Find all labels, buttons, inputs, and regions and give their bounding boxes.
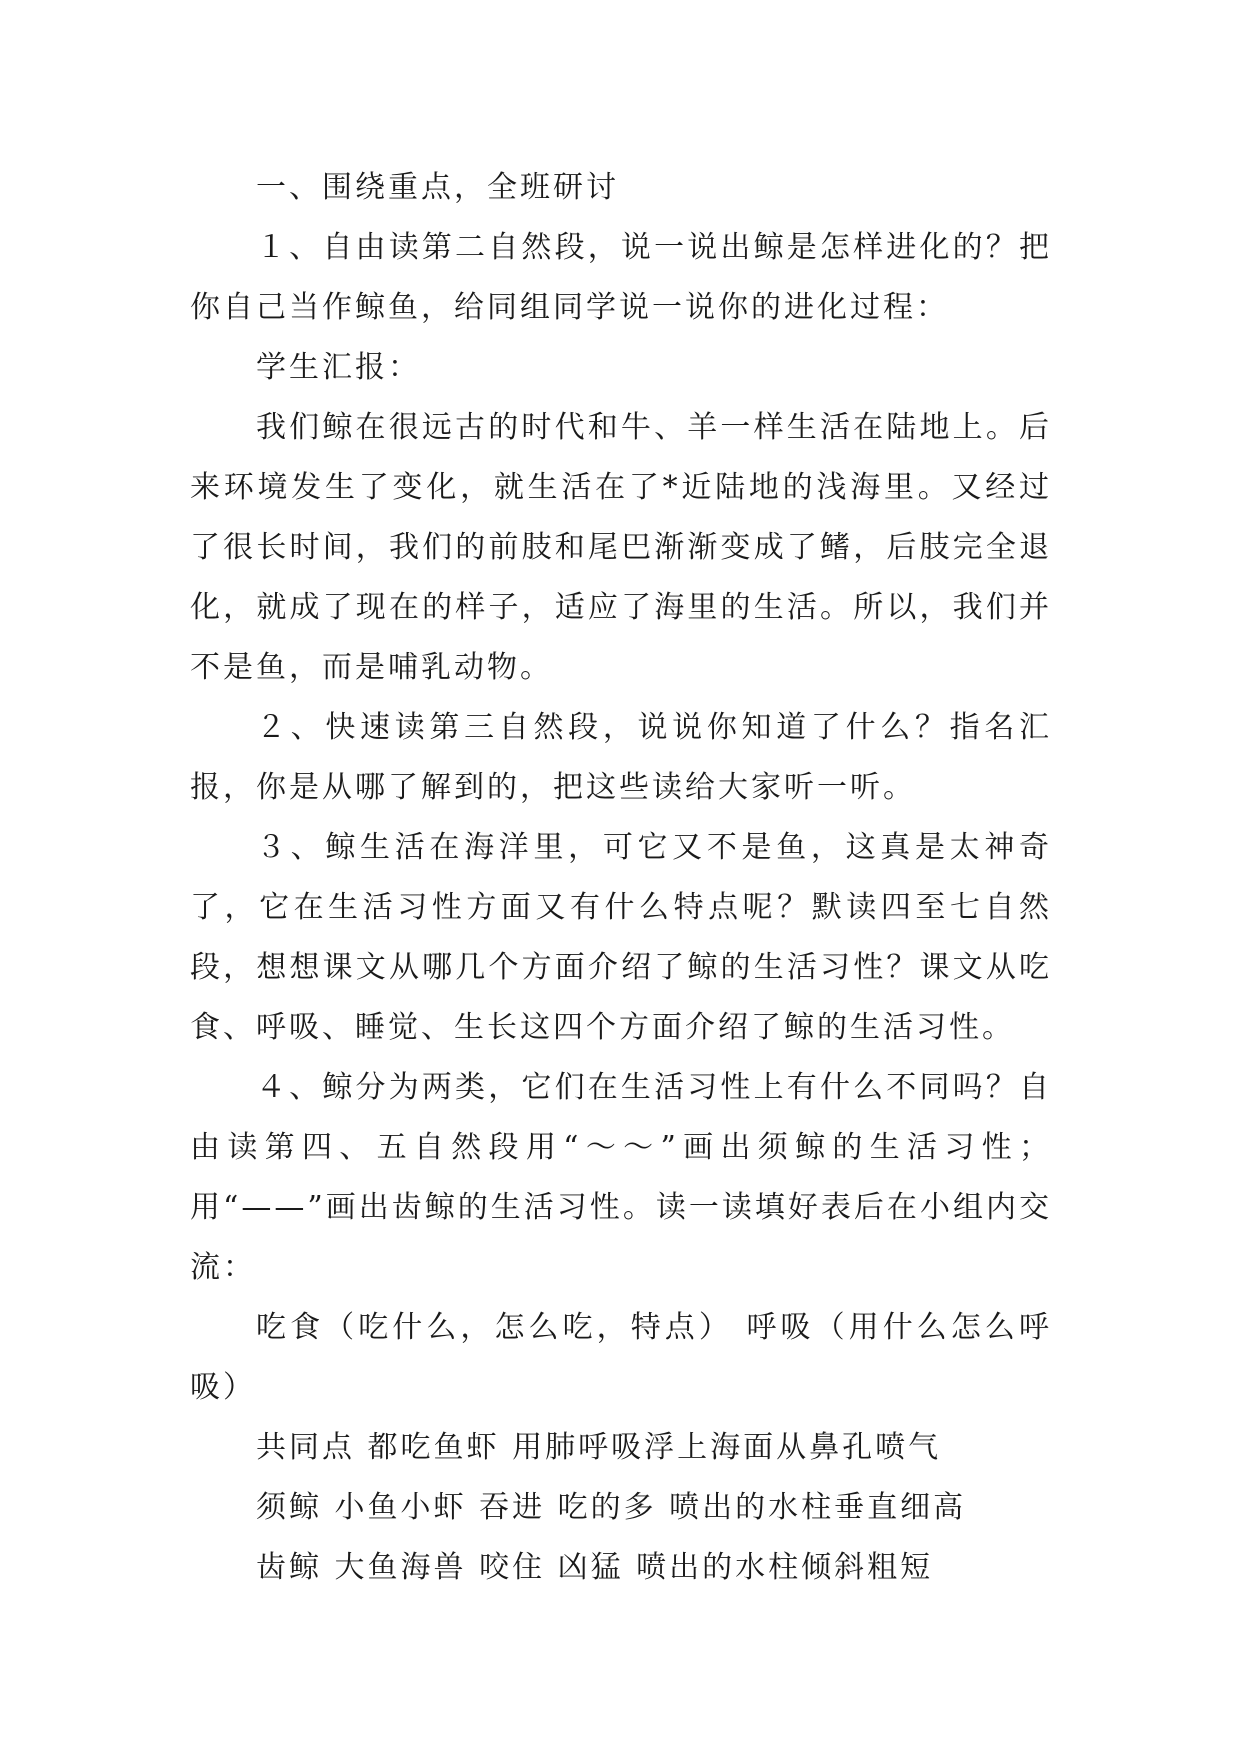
paragraph-student-report: 我们鲸在很远古的时代和牛、羊一样生活在陆地上。后来环境发生了变化，就生活在了*近陆地的浅海里。又经过了很长时间，我们的前肢和尾巴渐渐变成了鳍，后肢完全退化，就成了现在的样子，适应了海里的生活。所以，我们并不是鱼，而是哺乳动物。 — [190, 410, 1052, 685]
paragraph-student-report-label: 学生汇报： — [256, 350, 421, 385]
table-row-toothed-whale: 齿鲸 大鱼海兽 咬住 凶猛 喷出的水柱倾斜粗短 — [256, 1550, 934, 1585]
section-heading: 一、围绕重点，全班研讨 — [256, 170, 619, 205]
table-row-baleen-whale: 须鲸 小鱼小虾 吞进 吃的多 喷出的水柱垂直细高 — [256, 1490, 967, 1525]
paragraph-task-3: ３、鲸生活在海洋里，可它又不是鱼，这真是太神奇了，它在生活习性方面又有什么特点呢？默读四至七自然段，想想课文从哪几个方面介绍了鲸的生活习性？课文从吃食、呼吸、睡觉、生长这四个方面介绍了鲸的生活习性。 — [190, 830, 1052, 1045]
document-page — [190, 158, 1052, 1598]
paragraph-task-2: ２、快速读第三自然段，说说你知道了什么？指名汇报，你是从哪了解到的，把这些读给大家听一听。 — [190, 710, 1052, 805]
paragraph-task-1: １、自由读第二自然段，说一说出鲸是怎样进化的？把你自己当作鲸鱼，给同组同学说一说你的进化过程： — [190, 230, 1052, 325]
table-header-text: 吃食（吃什么，怎么吃，特点） 呼吸（用什么怎么呼吸） — [190, 1310, 1052, 1405]
paragraph-task-4: ４、鲸分为两类，它们在生活习性上有什么不同吗？自由读第四、五自然段用“～～”画出须鲸的生活习性；用“——”画出齿鲸的生活习性。读一读填好表后在小组内交流： — [190, 1070, 1052, 1285]
table-row-common: 共同点 都吃鱼虾 用肺呼吸浮上海面从鼻孔喷气 — [256, 1430, 942, 1465]
